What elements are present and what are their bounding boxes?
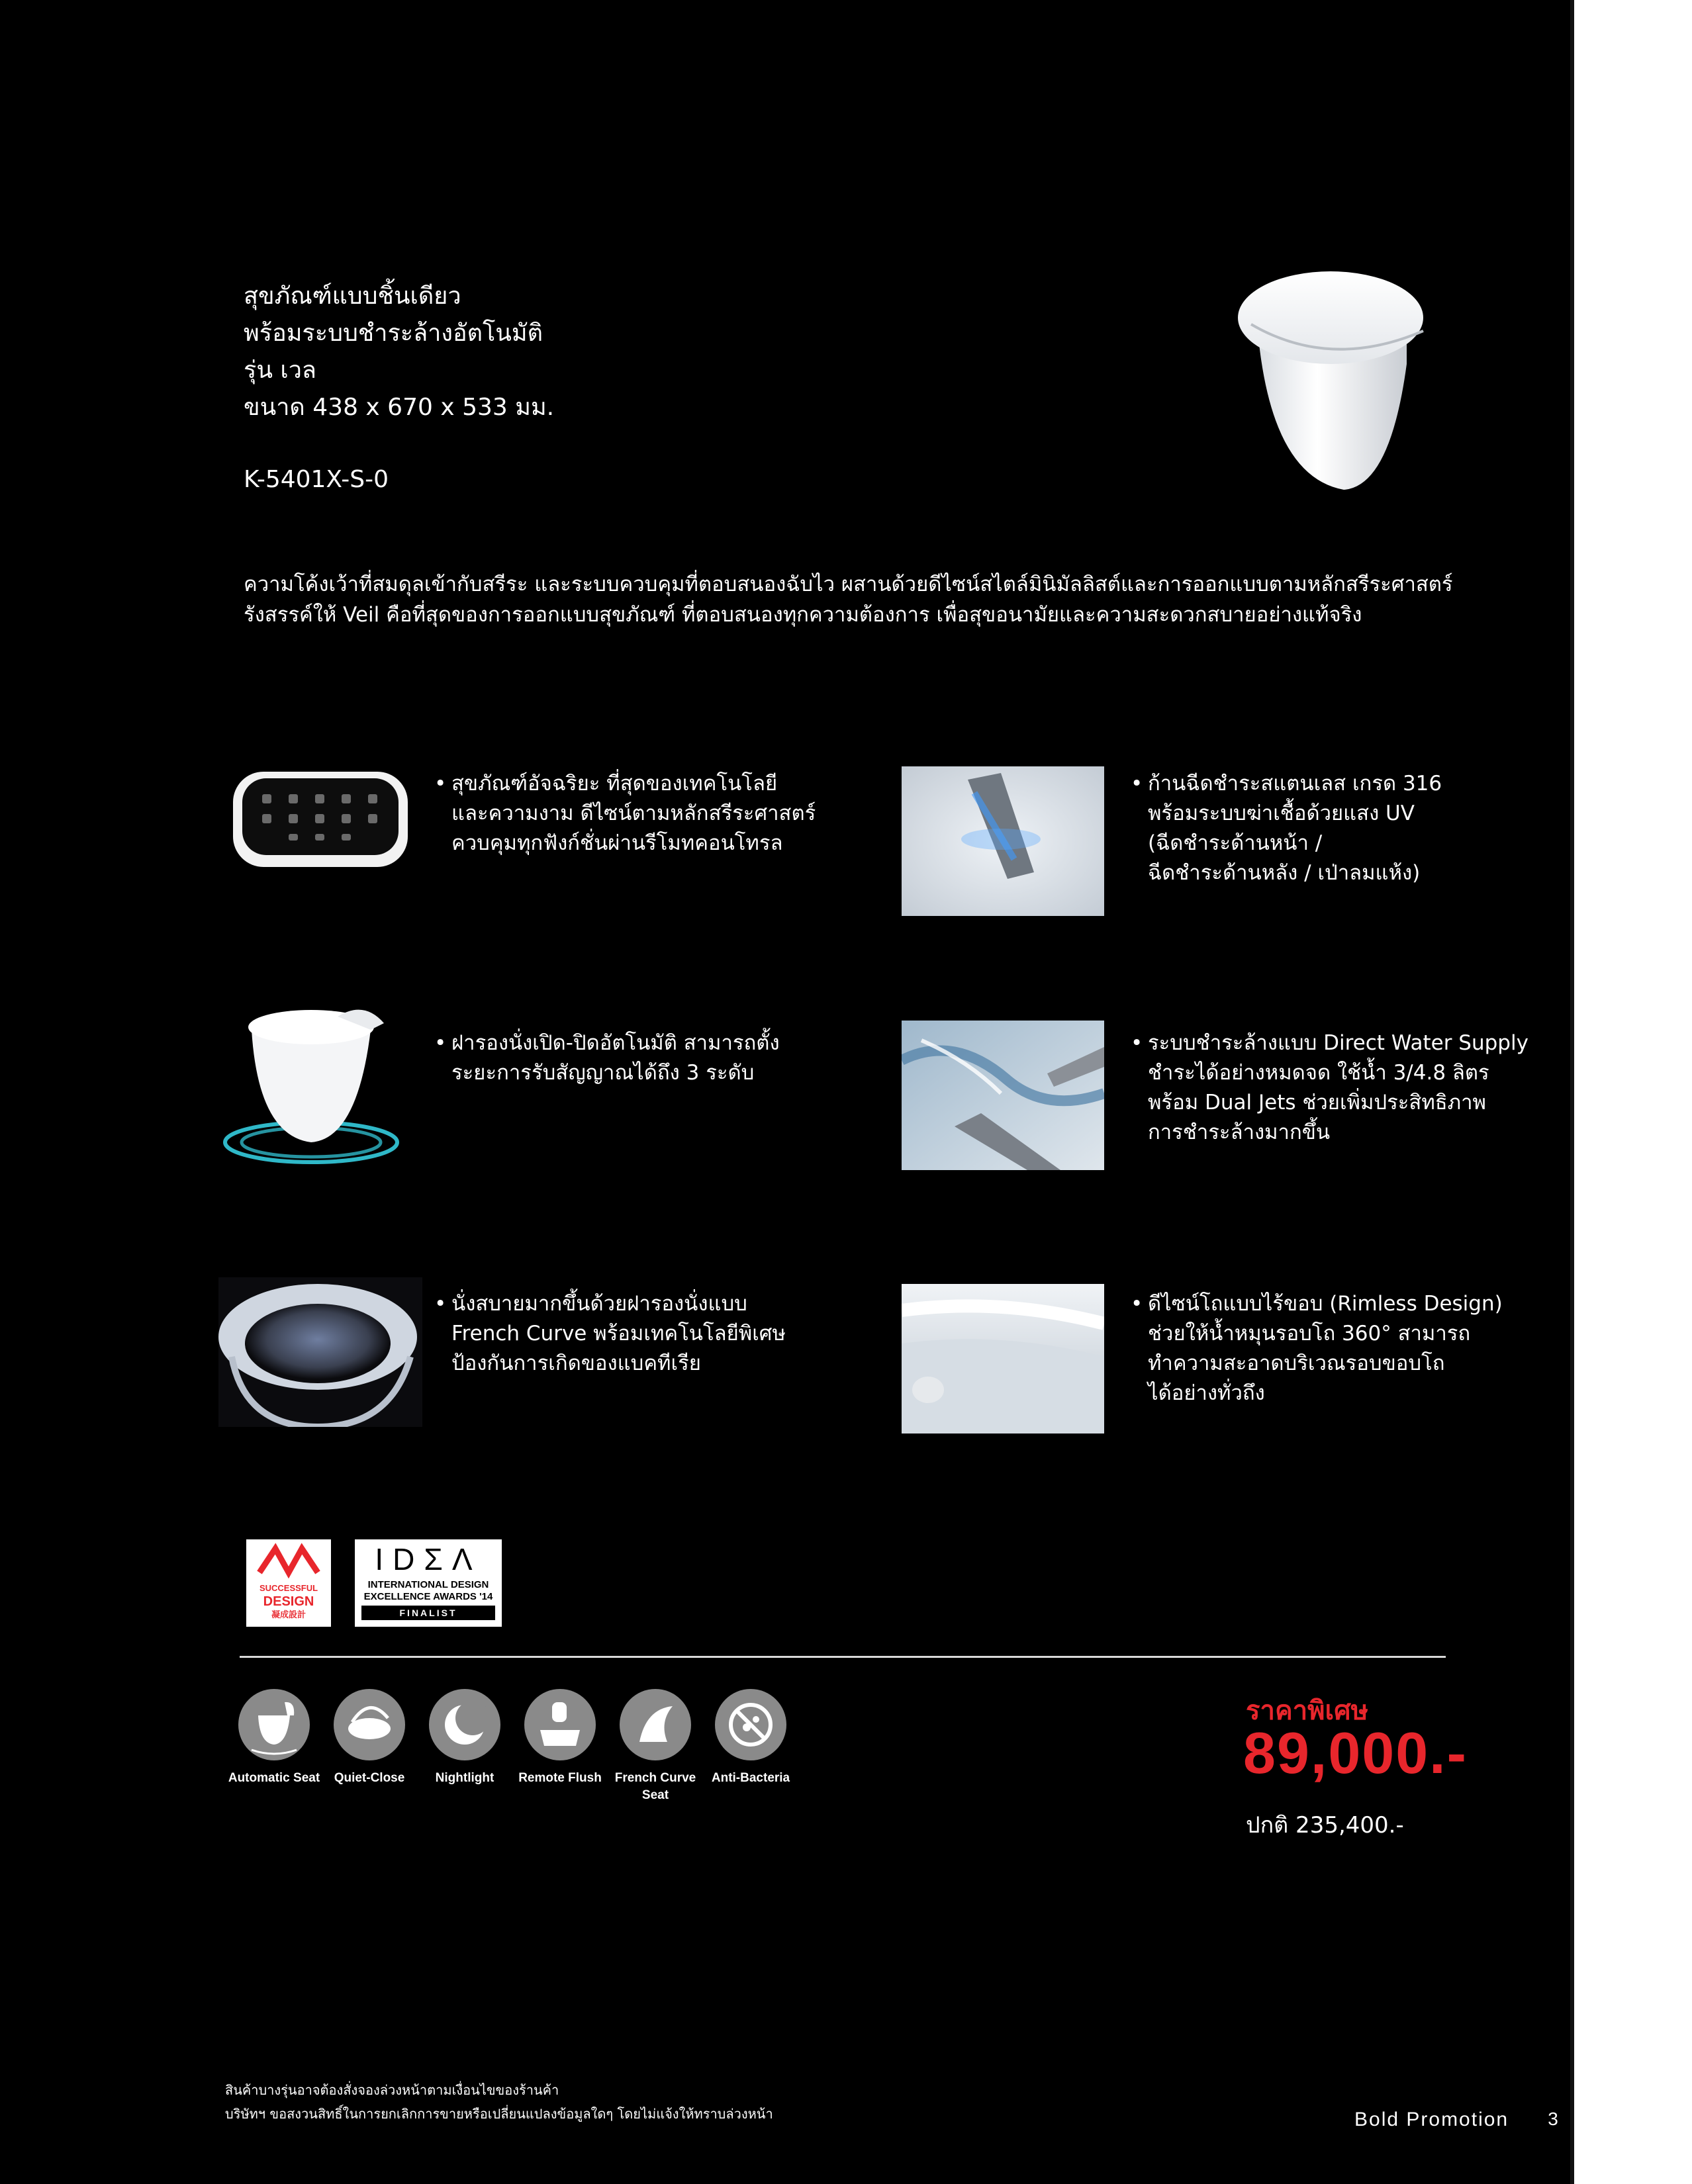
feature-line: และความงาม ดีไซน์ตามหลักสรีระศาสตร์: [451, 801, 816, 825]
product-description: [244, 569, 1475, 630]
feature-line: ได้อย่างทั่วถึง: [1148, 1381, 1265, 1405]
icon-label: Nightlight: [435, 1771, 494, 1785]
feature-line: พร้อม Dual Jets ช่วยเพิ่มประสิทธิภาพ: [1148, 1091, 1486, 1115]
anti-bacteria-icon: [715, 1689, 786, 1760]
feature-line: ฉีดชำระด้านหลัง / เป่าลมแห้ง): [1148, 861, 1421, 885]
quiet-close-icon: [334, 1689, 405, 1760]
special-price-value: 89,000.-: [1243, 1720, 1468, 1786]
award-text: INTERNATIONAL DESIGN: [367, 1579, 489, 1590]
heading-line: ขนาด 438 x 670 x 533 มม.: [244, 394, 555, 421]
bullet: •: [434, 1031, 447, 1055]
feature-line: ป้องกันการเกิดของแบคทีเรีย: [451, 1351, 701, 1375]
feature-remote-control: [434, 769, 816, 858]
feature-line: สุขภัณฑ์อัจฉริยะ ที่สุดของเทคโนโลยี: [451, 772, 778, 796]
award-text: 凝成設計: [271, 1610, 306, 1619]
feature-line: French Curve พร้อมเทคโนโลยีพิเศษ: [451, 1322, 786, 1345]
remote-control-image: [230, 766, 410, 872]
feature-line: ชำระได้อย่างหมดจด ใช้น้ำ 3/4.8 ลิตร: [1148, 1061, 1489, 1085]
feature-icon-remote-flush: [514, 1689, 606, 1787]
feature-icon-french-curve-seat: [609, 1689, 702, 1804]
idea-logo: IDΣΛ: [375, 1542, 482, 1576]
heading-line: พร้อมระบบชำระล้างอัตโนมัติ: [244, 320, 543, 347]
feature-line: ระยะการรับสัญญาณได้ถึง 3 ระดับ: [451, 1061, 755, 1085]
icon-label: Quiet-Close: [334, 1771, 405, 1785]
feature-french-curve: [434, 1289, 786, 1379]
description-line: รังสรรค์ให้ Veil คือที่สุดของการออกแบบสุขภัณฑ์ ที่ตอบสนองทุกความต้องการ เพื่อสุขอนามัยและความสะดวกสบายอย่างแท้จริง: [244, 603, 1362, 627]
feature-line: (ฉีดชำระด้านหน้า /: [1148, 831, 1323, 855]
feature-line: ช่วยให้น้ำหมุนรอบโถ 360° สามารถ: [1148, 1322, 1471, 1345]
product-heading: [244, 278, 554, 426]
feature-line: การชำระล้างมากขึ้น: [1148, 1120, 1331, 1144]
french-curve-seat-icon: [620, 1689, 691, 1760]
automatic-seat-icon: [238, 1689, 310, 1760]
water-jets-image: [902, 1021, 1104, 1170]
feature-automatic-seat: [434, 1028, 780, 1088]
award-text: EXCELLENCE AWARDS '14: [363, 1591, 493, 1602]
product-code: K-5401X-S-0: [244, 466, 389, 493]
bullet: •: [1131, 1031, 1143, 1055]
feature-icon-anti-bacteria: [704, 1689, 797, 1787]
icon-label: Automatic Seat: [228, 1771, 320, 1785]
bullet: •: [434, 1292, 447, 1316]
feature-line: ควบคุมทุกฟังก์ชั่นผ่านรีโมทคอนโทรล: [451, 831, 783, 855]
normal-price: ปกติ 235,400.-: [1246, 1812, 1404, 1839]
rimless-bowl-image: [902, 1284, 1104, 1433]
feature-stainless-wand: [1131, 769, 1442, 888]
description-line: ความโค้งเว้าที่สมดุลเข้ากับสรีระ และระบบควบคุมที่ตอบสนองฉับไว ผสานด้วยดีไซน์สไตล์มินิมัลลิสต์และการออกแบบตามหลักสรีระศาสตร์: [244, 572, 1453, 596]
successful-design-logo-icon: [246, 1539, 331, 1579]
heading-line: สุขภัณฑ์แบบชิ้นเดียว: [244, 283, 461, 310]
page-number: 3: [1540, 2095, 1566, 2143]
divider: [240, 1656, 1446, 1658]
page-edge: [1574, 0, 1692, 2184]
feature-line: พร้อมระบบฆ่าเชื้อด้วยแสง UV: [1148, 801, 1415, 825]
stainless-wand-image: [902, 766, 1104, 916]
successful-design-award: [246, 1539, 331, 1627]
feature-line: ระบบชำระล้างแบบ Direct Water Supply: [1148, 1031, 1528, 1055]
feature-line: ฝารองนั่งเปิด-ปิดอัตโนมัติ สามารถตั้ง: [451, 1031, 780, 1055]
nightlight-icon: [429, 1689, 500, 1760]
award-text: FINALIST: [361, 1606, 495, 1620]
feature-icon-nightlight: [418, 1689, 511, 1787]
footnote: สินค้าบางรุ่นอาจต้องสั่งจองล่วงหน้าตามเงื่อนไขของร้านค้า: [225, 2082, 559, 2098]
idea-award: [355, 1539, 502, 1627]
award-text: DESIGN: [263, 1594, 314, 1609]
feature-line: ก้านฉีดชำระสแตนเลส เกรด 316: [1148, 772, 1442, 796]
bullet: •: [434, 772, 447, 796]
footnote: บริษัทฯ ขอสงวนสิทธิ์ในการยกเลิกการขายหรือเปลี่ยนแปลงข้อมูลใดๆ โดยไม่แจ้งให้ทราบล่วงหน้า: [225, 2106, 773, 2122]
heading-line: รุ่น เวล: [244, 357, 316, 384]
automatic-seat-image: [212, 1003, 410, 1169]
icon-label: Remote Flush: [518, 1771, 602, 1785]
feature-water-supply: [1131, 1028, 1528, 1148]
special-price-label: ราคาพิเศษ: [1246, 1696, 1368, 1726]
remote-flush-icon: [524, 1689, 596, 1760]
feature-line: ทำความสะอาดบริเวณรอบขอบโถ: [1148, 1351, 1445, 1375]
feature-icon-quiet-close: [323, 1689, 416, 1787]
bullet: •: [1131, 1292, 1143, 1316]
footer-brand: Bold Promotion: [1354, 2109, 1509, 2130]
bullet: •: [1131, 772, 1143, 796]
french-curve-seat-image: [218, 1277, 422, 1427]
feature-line: นั่งสบายมากขึ้นด้วยฝารองนั่งแบบ: [451, 1292, 747, 1316]
feature-line: ดีไซน์โถแบบไร้ขอบ (Rimless Design): [1148, 1292, 1503, 1316]
hero-toilet-image: [1231, 258, 1443, 516]
feature-rimless: [1131, 1289, 1503, 1408]
award-text: SUCCESSFUL: [259, 1583, 318, 1593]
icon-label: French Curve Seat: [614, 1771, 696, 1802]
feature-icon-automatic-seat: [228, 1689, 320, 1787]
icon-label: Anti-Bacteria: [711, 1771, 790, 1785]
